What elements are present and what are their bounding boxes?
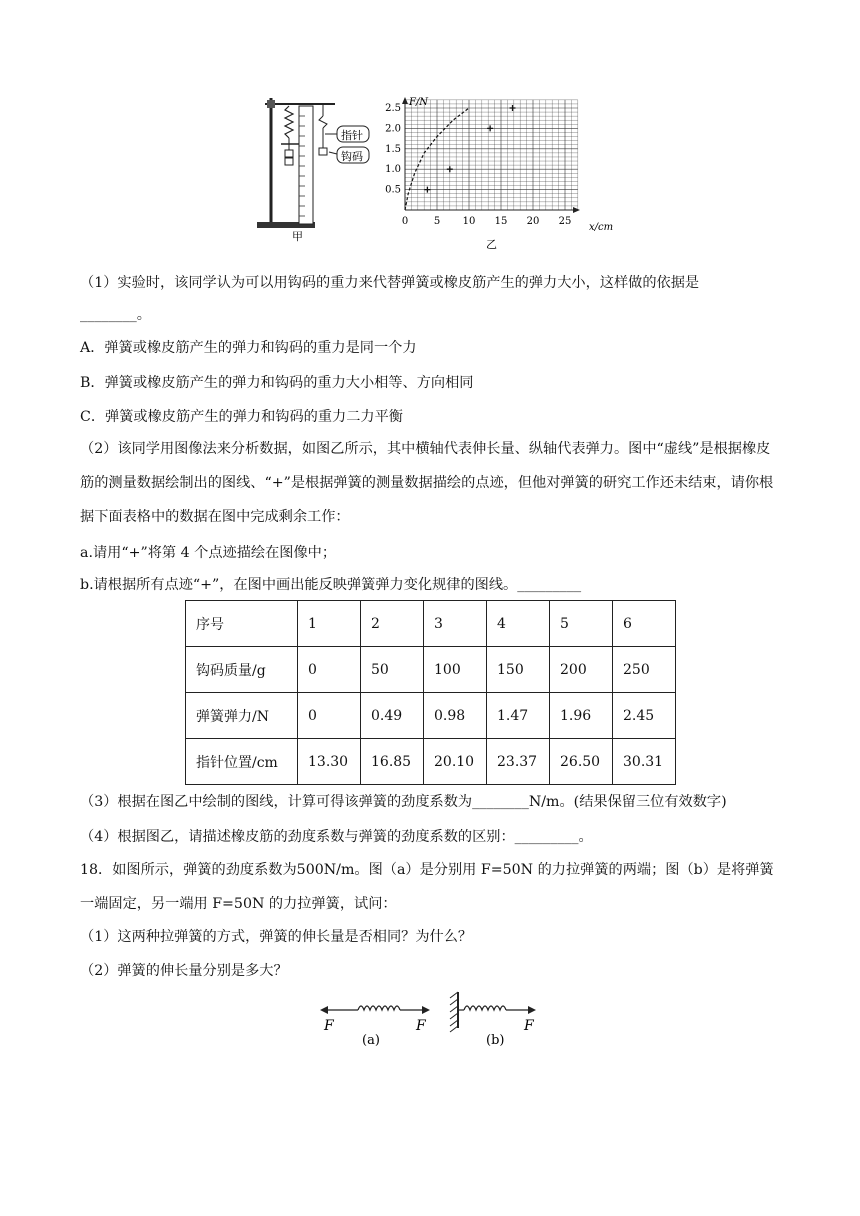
data-table xyxy=(185,600,676,785)
chart-yi xyxy=(375,92,630,252)
right-arrow-icon xyxy=(422,1006,430,1014)
x-tick-label: 25 xyxy=(558,216,572,227)
question-18-2: （2）弹簧的伸长量分别是多大？ xyxy=(80,963,288,979)
x-tick-label: 15 xyxy=(494,216,508,227)
table-cell: 0.49 xyxy=(361,693,424,739)
option-b: B．弹簧或橡皮筋产生的弹力和钩码的重力大小相等、方向相同 xyxy=(80,375,474,391)
table-cell: 指针位置/cm xyxy=(186,739,298,785)
table-cell: 50 xyxy=(361,647,424,693)
table-cell: 0 xyxy=(298,647,361,693)
table-cell: 100 xyxy=(424,647,487,693)
table-cell: 2 xyxy=(361,601,424,647)
x-axis-title: x/cm xyxy=(589,222,614,233)
question-1-blank: ________。 xyxy=(80,307,151,323)
table-cell: 弹簧弹力/N xyxy=(186,693,298,739)
x-axis-arrow xyxy=(573,207,580,213)
table-cell: 23.37 xyxy=(487,739,550,785)
table-cell: 0 xyxy=(298,693,361,739)
data-point xyxy=(487,125,493,131)
chart-series xyxy=(405,105,516,210)
table-cell: 1.96 xyxy=(550,693,613,739)
table-cell: 钩码质量/g xyxy=(186,647,298,693)
left-arrow-icon xyxy=(320,1006,328,1014)
option-c: C．弹簧或橡皮筋产生的弹力和钩码的重力二力平衡 xyxy=(80,409,403,425)
table-cell: 3 xyxy=(424,601,487,647)
table-cell: 200 xyxy=(550,647,613,693)
y-tick-label: 0.5 xyxy=(385,184,401,196)
table-cell: 1.47 xyxy=(487,693,550,739)
x-tick-label: 10 xyxy=(462,216,476,227)
table-cell: 0.98 xyxy=(424,693,487,739)
table-cell: 20.10 xyxy=(424,739,487,785)
table-cell: 1 xyxy=(298,601,361,647)
table-cell: 30.31 xyxy=(613,739,676,785)
table-cell: 序号 xyxy=(186,601,298,647)
data-point xyxy=(510,105,516,111)
spring-coil xyxy=(285,106,293,138)
table-cell: 2.45 xyxy=(613,693,676,739)
callout-pointer: 指针 xyxy=(341,129,363,142)
data-point xyxy=(424,187,430,193)
right-arrow-icon xyxy=(528,1006,536,1014)
chart-grid xyxy=(405,100,578,210)
force-label-b: F xyxy=(524,1018,534,1034)
data-point xyxy=(447,166,453,172)
table-row xyxy=(186,601,676,647)
question-4: （4）根据图乙，请描述橡皮筋的劲度系数与弹簧的劲度系数的区别：_________。 xyxy=(80,829,593,845)
y-tick-label: 2.0 xyxy=(385,123,401,135)
spring-b xyxy=(464,1006,506,1010)
table-cell: 5 xyxy=(550,601,613,647)
clamp xyxy=(267,100,275,108)
question-3: （3）根据在图乙中绘制的图线，计算可得该弹簧的劲度系数为________N/m。(结果保留三位有效数字) xyxy=(80,794,727,810)
table-cell: 250 xyxy=(613,647,676,693)
x-tick-label: 0 xyxy=(401,216,409,227)
y-tick-labels xyxy=(385,103,401,196)
question-2b: b.请根据所有点迹“+”，在图中画出能反映弹簧弹力变化规律的图线。_________ xyxy=(80,577,582,593)
hook-weight xyxy=(285,150,293,157)
table-cell: 16.85 xyxy=(361,739,424,785)
question-2a: a.请用“+”将第 4 个点迹描绘在图像中； xyxy=(80,545,337,561)
option-a: A．弹簧或橡皮筋产生的弹力和钩码的重力是同一个力 xyxy=(80,340,417,356)
table-cell: 4 xyxy=(487,601,550,647)
y-tick-label: 1.0 xyxy=(385,164,401,176)
y-tick-label: 1.5 xyxy=(385,143,401,155)
question-1: （1）实验时，该同学认为可以用钩码的重力来代替弹簧或橡皮筋产生的弹力大小，这样做的依据是 xyxy=(80,275,700,291)
label-b: (b) xyxy=(486,1033,505,1048)
question-2: （2）该同学用图像法来分析数据，如图乙所示，其中横轴代表伸长量、纵轴代表弹力。图中“虚线”是根据橡皮筋的测量数据绘制出的图线、“+”是根据弹簧的测量数据描绘的点迹，但他对弹簧的研究工作还未结束，请你根据下面表格中的数据在图中完成剩余工作： xyxy=(80,441,774,525)
figure-a xyxy=(320,1006,430,1048)
figure-b xyxy=(450,992,536,1048)
label-a: (a) xyxy=(362,1033,380,1048)
table-cell: 13.30 xyxy=(298,739,361,785)
table-cell: 26.50 xyxy=(550,739,613,785)
callout-hook: 钩码 xyxy=(341,150,363,163)
table-row xyxy=(186,739,676,785)
force-label-a-right: F xyxy=(416,1018,426,1034)
force-label-a-left: F xyxy=(324,1018,334,1034)
y-axis-title: F/N xyxy=(409,97,429,108)
label-yi: 乙 xyxy=(486,238,497,251)
table-cell: 150 xyxy=(487,647,550,693)
question-18-1: （1）这两种拉弹簧的方式，弹簧的伸长量是否相同？为什么？ xyxy=(80,929,473,945)
x-tick-label: 5 xyxy=(433,216,441,227)
table-cell: 6 xyxy=(613,601,676,647)
spring-figure xyxy=(318,988,548,1050)
table-row xyxy=(186,693,676,739)
y-axis-arrow xyxy=(402,97,408,104)
question-18: 18．如图所示，弹簧的劲度系数为500N/m。图（a）是分别用 F=50N 的力拉弹簧的两端；图（b）是将弹簧一端固定，另一端用 F=50N 的力拉弹簧，试问： xyxy=(80,862,774,912)
y-tick-label: 2.5 xyxy=(385,103,401,114)
label-jia: 甲 xyxy=(292,230,303,242)
table-row xyxy=(186,647,676,693)
spring-a xyxy=(358,1006,400,1010)
apparatus-figure xyxy=(255,92,375,242)
x-tick-label: 20 xyxy=(526,216,540,227)
x-tick-labels xyxy=(402,216,572,227)
